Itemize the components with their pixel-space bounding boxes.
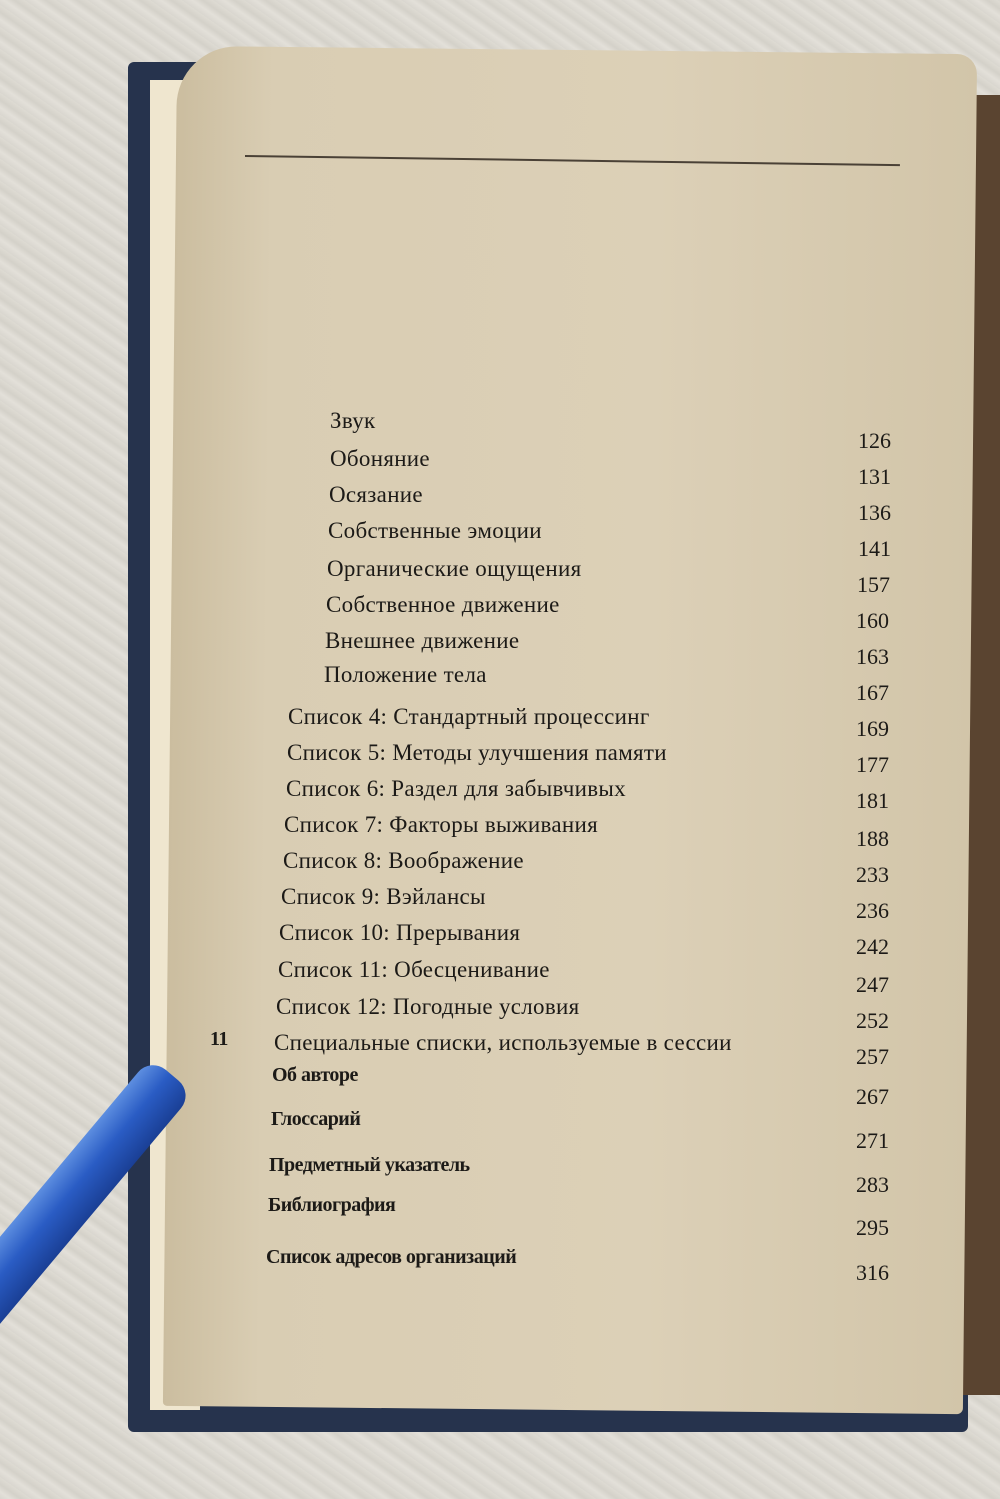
toc-entry-title: Библиография (268, 1194, 396, 1216)
toc-entry-page: 247 (856, 972, 889, 997)
toc-entry-title: Список 10: Прерывания (279, 920, 521, 945)
toc-entry-title: Список 6: Раздел для забывчивых (286, 776, 626, 801)
toc-entry-title: Об авторе (272, 1064, 358, 1086)
toc-entry-page: 233 (856, 862, 889, 887)
toc-entry-page: 126 (858, 428, 891, 453)
toc-entry-title: Список 12: Погодные условия (276, 994, 580, 1019)
toc-entry-title: Положение тела (324, 662, 487, 687)
toc-entry-title: Собственное движение (326, 592, 560, 617)
toc-entry-title: Звук (330, 408, 376, 433)
toc-entry-title: Список 11: Обесценивание (278, 957, 550, 982)
toc-entry-page: 295 (856, 1215, 889, 1240)
toc-entry-page: 257 (856, 1044, 889, 1069)
toc-entry-page: 236 (856, 898, 889, 923)
toc-entry-title: Специальные списки, используемые в сессии (274, 1030, 732, 1055)
toc-entry-page: 131 (858, 464, 891, 489)
toc-entry-page: 167 (856, 680, 889, 705)
toc-entry-page: 271 (856, 1128, 889, 1153)
toc-entry-page: 169 (856, 716, 889, 741)
toc-entry-page: 188 (856, 826, 889, 851)
toc-entry-page: 141 (858, 536, 891, 561)
toc-entry-page: 283 (856, 1172, 889, 1197)
toc-entry-page: 181 (856, 788, 889, 813)
toc-entry-page: 242 (856, 934, 889, 959)
toc-entry-title: Собственные эмоции (328, 518, 542, 543)
toc-entry-page: 163 (856, 644, 889, 669)
toc-entry-title: Список 8: Воображение (283, 848, 524, 873)
toc-entry-title: Список адресов организаций (266, 1246, 517, 1268)
toc-entry-page: 160 (856, 608, 889, 633)
toc-entry-title: Внешнее движение (325, 628, 520, 653)
toc-entry-page: 177 (856, 752, 889, 777)
toc-chapter-number: 11 (210, 1028, 228, 1050)
toc-entry-page: 316 (856, 1260, 889, 1285)
toc-entry-title: Глоссарий (271, 1108, 361, 1130)
toc-entry-page: 252 (856, 1008, 889, 1033)
toc-entry-title: Осязание (329, 482, 423, 507)
toc-entry-title: Список 4: Стандартный процессинг (288, 704, 650, 729)
toc-entry-page: 157 (857, 572, 890, 597)
toc-entry-title: Список 9: Вэйлансы (281, 884, 486, 909)
toc-entry-page: 267 (856, 1084, 889, 1109)
toc-entry-title: Список 7: Факторы выживания (284, 812, 599, 837)
toc-entry-page: 136 (858, 500, 891, 525)
toc-entry-title: Обоняние (330, 446, 430, 471)
toc-entry-title: Список 5: Методы улучшения памяти (287, 740, 667, 765)
toc-entry-title: Органические ощущения (327, 556, 582, 581)
toc-entry-title: Предметный указатель (269, 1154, 470, 1176)
